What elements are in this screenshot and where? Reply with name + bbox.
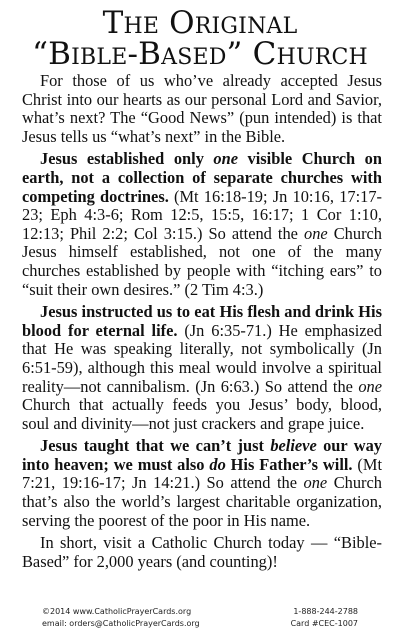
works-paragraph [22,437,382,530]
church-rest-em: one [304,223,328,243]
card-body [22,72,382,575]
title-line-2: “Bible-Based” Church [32,36,368,72]
footer-row-2 [20,618,380,630]
works-lead-b: our way into heaven; we must also [22,436,382,474]
church-rest-a: (Mt 16:18-19; Jn 10:16, 17:17-23; Eph 4:3-6; Rom 12:5, 15:5, 16:17; 1 Cor 1:10, 12:13; Phil 2:2; Col 3:15.) So attend the [22,186,382,243]
email-text: email: orders@CatholicPrayerCards.org [42,619,200,628]
eucharist-lead: Jesus instructed us to eat His flesh and drink His blood for eternal life. [22,302,382,340]
works-lead-em2: do [209,454,226,474]
closing-text: In short, visit a Catholic Church today — “Bible-Based” for 2,000 years (and counting)! [22,533,382,571]
title-line-1: The Original [102,5,298,41]
works-rest-b: Church that’s also the world’s largest charitable organization, serving the poorest of the poor in His name. [22,473,382,530]
copyright-text: ©2014 www.CatholicPrayerCards.org [42,607,192,616]
church-lead-em: one [213,149,239,169]
works-lead-em1: believe [270,436,317,456]
card-footer [20,606,380,630]
eucharist-paragraph [22,303,382,433]
intro-paragraph [22,72,382,146]
closing-paragraph [22,534,382,571]
eucharist-rest-b: Church that actually feeds you Jesus’ body, blood, soul and divinity—not just crackers and grape juice. [22,395,382,433]
church-lead-b: visible Church on earth, not a collection of separate churches with competing doctrines. [22,149,382,206]
eucharist-rest-a: (Jn 6:35-71.) He emphasized that He was speaking literally, not symbolically (Jn 6:51-59), although this meal would involve a spiritual reality—not cannibalism. (Jn 6:63.) So attend the [22,320,382,396]
works-lead-c: His Father’s will. [225,454,353,474]
works-rest-em: one [303,473,328,493]
works-rest-a: (Mt 7:21, 19:16-17; Jn 14:21.) So attend the [22,454,382,493]
eucharist-rest-em: one [358,376,382,396]
footer-row-1 [20,606,380,618]
church-paragraph [22,150,382,299]
works-lead [22,436,382,474]
church-lead-a: Jesus established only [40,149,214,169]
intro-text: For those of us who’ve already accepted Jesus Christ into our hearts as our personal Lord and Savior, what’s next? The “Good News” (pun intended) is that Jesus tells us “what’s next” in the Bible. [22,71,382,146]
church-rest-b: Church Jesus himself established, not one of the many churches established by people with “itching ears” to “suit their own desires.” (2 Tim 4:3.) [22,223,382,299]
card-number-text: Card #CEC-1007 [290,619,358,628]
works-lead-a: Jesus taught that we can’t just [40,436,271,456]
phone-text: 1-888-244-2788 [293,607,358,616]
